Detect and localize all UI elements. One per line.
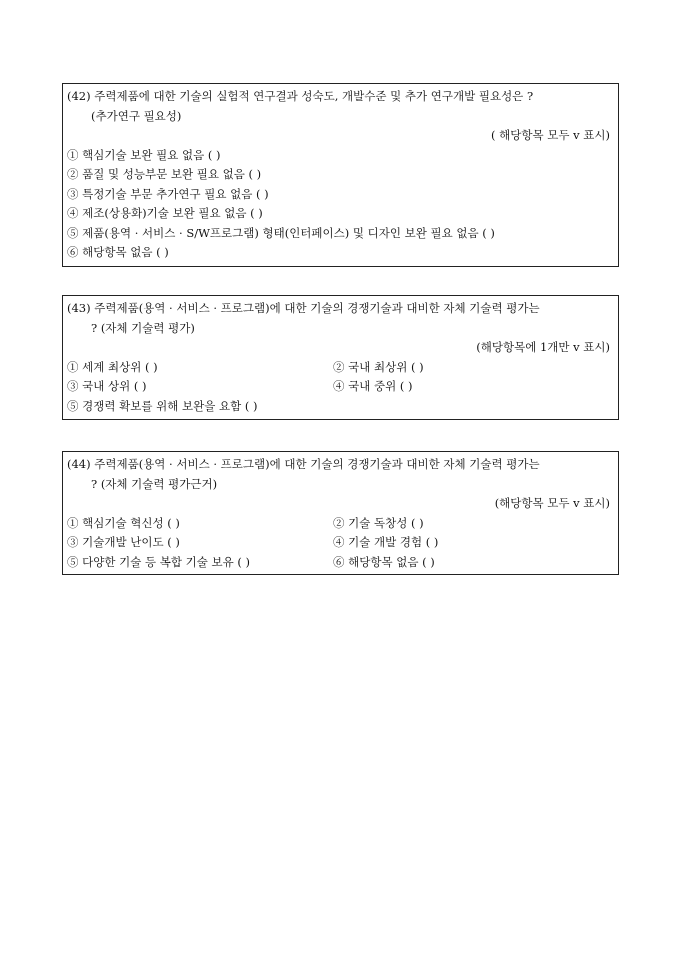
option-q43-5[interactable]: ⑤ 경쟁력 확보를 위해 보완을 요함 ( ) <box>67 398 258 413</box>
question-42-box <box>62 83 619 267</box>
option-q43-2[interactable]: ② 국내 최상위 ( ) <box>333 359 424 374</box>
question-44-subtitle: ? (자체 기술력 평가근거) <box>91 476 218 491</box>
option-q42-4[interactable]: ④ 제조(상용화)기술 보완 필요 없음 ( ) <box>67 206 263 220</box>
option-row <box>67 358 612 378</box>
option-q44-1[interactable]: ① 핵심기술 혁신성 ( ) <box>67 515 180 530</box>
question-42-instruction: ( 해당항목 모두 v 표시) <box>491 128 610 142</box>
option-q44-5[interactable]: ⑤ 다양한 기술 등 복합 기술 보유 ( ) <box>67 554 251 569</box>
option-q43-3[interactable]: ③ 국내 상위 ( ) <box>67 379 147 393</box>
question-43-box <box>62 295 619 420</box>
option-q44-4[interactable]: ④ 기술 개발 경험 ( ) <box>333 535 439 549</box>
option-q44-6[interactable]: ⑥ 해당항목 없음 ( ) <box>333 554 435 569</box>
option-row <box>67 514 612 534</box>
question-44-title: (44) 주력제품(용역 · 서비스 · 프로그램)에 대한 기술의 경쟁기술과 대비한 자체 기술력 평가는 <box>67 457 540 471</box>
option-q42-3[interactable]: ③ 특정기술 부문 추가연구 필요 없음 ( ) <box>67 186 269 201</box>
option-q44-2[interactable]: ② 기술 독창성 ( ) <box>333 515 424 530</box>
question-42-title: (42) 주력제품에 대한 기술의 실험적 연구결과 성숙도, 개발수준 및 추가 연구개발 필요성은 ? <box>67 89 534 103</box>
question-43-subtitle: ? (자체 기술력 평가) <box>91 320 195 335</box>
option-q42-2[interactable]: ② 품질 및 성능부문 보완 필요 없음 ( ) <box>67 167 262 181</box>
option-q42-1[interactable]: ① 핵심기술 보완 필요 없음 ( ) <box>67 147 221 162</box>
option-q42-6[interactable]: ⑥ 해당항목 없음 ( ) <box>67 245 169 259</box>
option-row <box>67 553 612 573</box>
question-42-subtitle: (추가연구 필요성) <box>91 108 182 123</box>
option-row <box>67 377 612 397</box>
question-43-title: (43) 주력제품(용역 · 서비스 · 프로그램)에 대한 기술의 경쟁기술과 대비한 자체 기술력 평가는 <box>67 301 540 315</box>
question-44-box <box>62 451 619 575</box>
option-row <box>67 533 612 553</box>
option-q42-5[interactable]: ⑤ 제품(용역 · 서비스 · S/W프로그램) 형태(인터페이스) 및 디자인 보완 필요 없음 ( ) <box>67 225 495 240</box>
question-43-instruction: (해당항목에 1개만 v 표시) <box>476 340 610 354</box>
option-q43-1[interactable]: ① 세계 최상위 ( ) <box>67 359 158 374</box>
option-q43-4[interactable]: ④ 국내 중위 ( ) <box>333 379 413 393</box>
option-q44-3[interactable]: ③ 기술개발 난이도 ( ) <box>67 535 180 549</box>
question-44-instruction: (해당항목 모두 v 표시) <box>494 496 610 510</box>
